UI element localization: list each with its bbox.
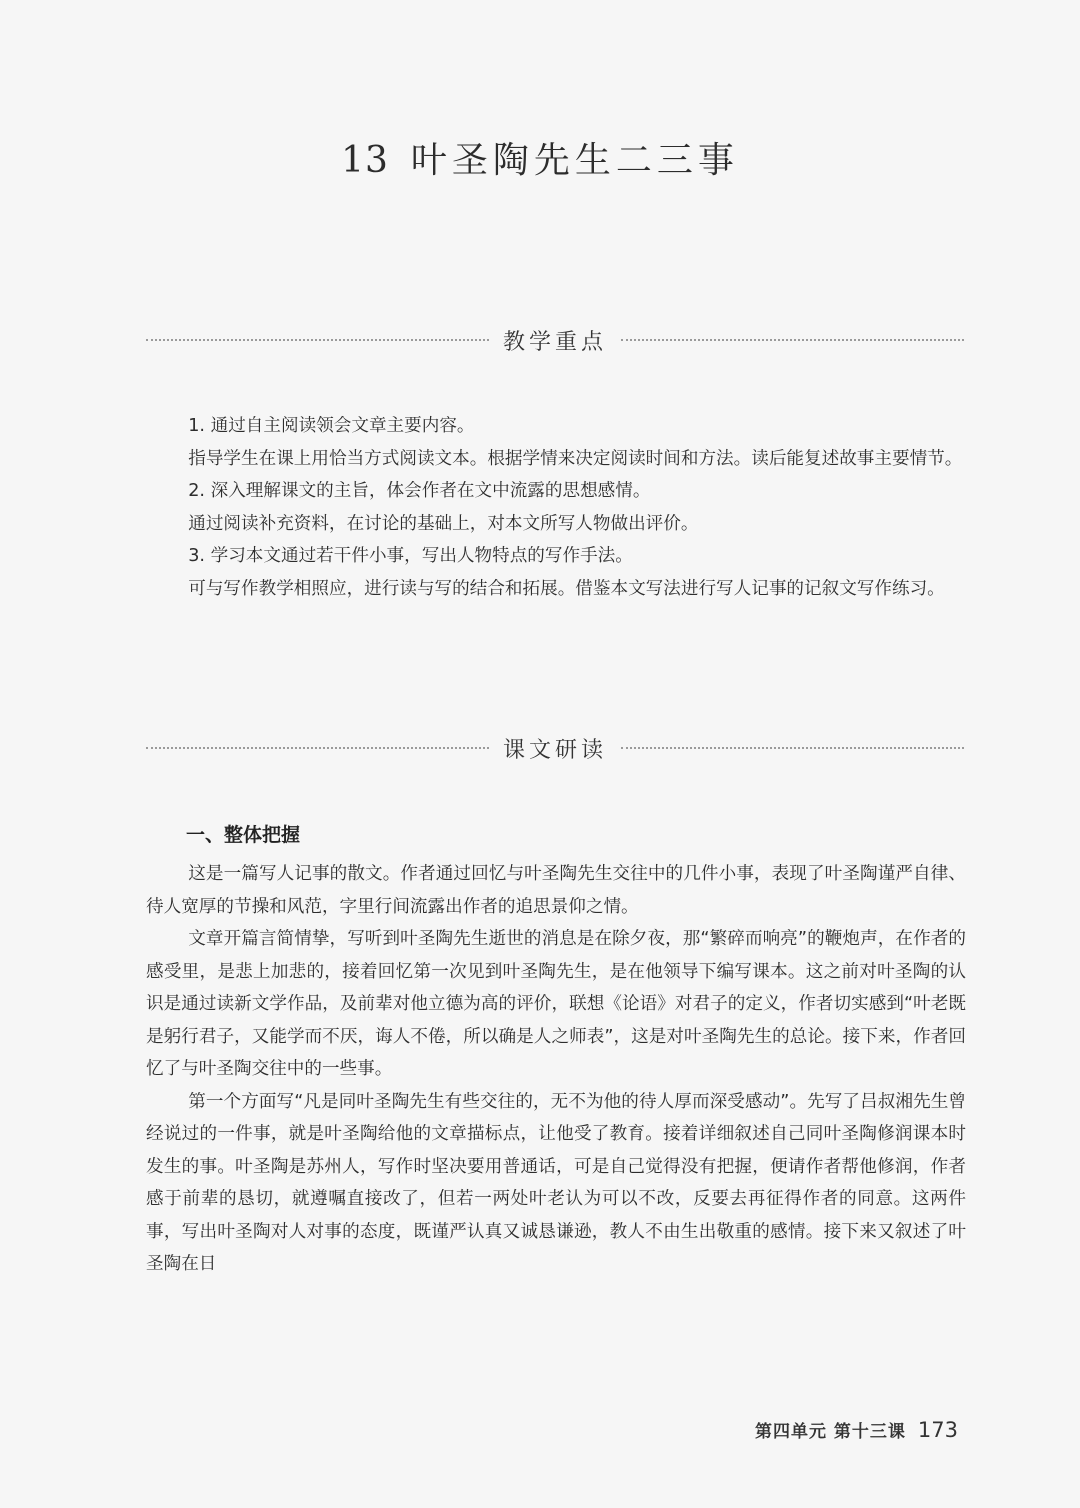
section-heading-teaching-focus xyxy=(146,320,964,360)
paragraph: 2. 深入理解课文的主旨，体会作者在文中流露的思想感情。 xyxy=(188,481,651,501)
paragraph: 这是一篇写人记事的散文。作者通过回忆与叶圣陶先生交往中的几件小事，表现了叶圣陶谨严自律、待人宽厚的节操和风范，字里行间流露出作者的追思景仰之情。 xyxy=(146,864,966,917)
paragraph: 指导学生在课上用恰当方式阅读文本。根据学情来决定阅读时间和方法。读后能复述故事主要情节。 xyxy=(188,448,963,469)
page-footer xyxy=(755,1417,958,1442)
paragraph: 文章开篇言简情挚，写听到叶圣陶先生逝世的消息是在除夕夜，那“繁碎而响亮”的鞭炮声，在作者的感受里，是悲上加悲的，接着回忆第一次见到叶圣陶先生，是在他领导下编写课本。这之前对叶圣陶的认识是通过读新文学作品，及前辈对他立德为高的评价，联想《论语》对君子的定义，作者切实感到“叶老既是躬行君子，又能学而不厌，诲人不倦，所以确是人之师表”，这是对叶圣陶先生的总论。接下来，作者回忆了与叶圣陶交往中的一些事。 xyxy=(146,929,966,1079)
lesson-title: 叶圣陶先生二三事 xyxy=(410,140,739,181)
paragraph: 3. 学习本文通过若干件小事，写出人物特点的写作手法。 xyxy=(188,546,633,566)
section-heading-label: 课文研读 xyxy=(503,737,608,763)
subheading: 一、整体把握 xyxy=(186,824,301,846)
section-heading-text-study xyxy=(146,728,964,768)
unit-label: 第四单元 第十三课 xyxy=(754,1422,906,1442)
paragraph: 1. 通过自主阅读领会文章主要内容。 xyxy=(188,416,475,436)
paragraph: 可与写作教学相照应，进行读与写的结合和拓展。借鉴本文写法进行写人记事的记叙文写作练习。 xyxy=(188,578,945,599)
lesson-number: 13 xyxy=(341,140,389,181)
teaching-focus-body xyxy=(146,410,966,605)
section-heading-label: 教学重点 xyxy=(503,329,608,355)
text-study-body xyxy=(146,858,966,1281)
page-title xyxy=(0,132,1080,183)
page-number: 173 xyxy=(917,1418,958,1442)
dotted-divider xyxy=(621,747,964,749)
paragraph: 通过阅读补充资料，在讨论的基础上，对本文所写人物做出评价。 xyxy=(188,513,699,534)
dotted-divider xyxy=(146,339,489,341)
paragraph: 第一个方面写“凡是同叶圣陶先生有些交往的，无不为他的待人厚而深受感动”。先写了吕叔湘先生曾经说过的一件事，就是叶圣陶给他的文章描标点，让他受了教育。接着详细叙述自己同叶圣陶修润课本时发生的事。叶圣陶是苏州人，写作时坚决要用普通话，可是自己觉得没有把握，便请作者帮他修润，作者感于前辈的恳切，就遵嘱直接改了，但若一两处叶老认为可以不改，反要去再征得作者的同意。这两件事，写出叶圣陶对人对事的态度，既谨严认真又诚恳谦逊，教人不由生出敬重的感情。接下来又叙述了叶圣陶在日 xyxy=(146,1091,966,1274)
dotted-divider xyxy=(621,339,964,341)
dotted-divider xyxy=(146,747,489,749)
